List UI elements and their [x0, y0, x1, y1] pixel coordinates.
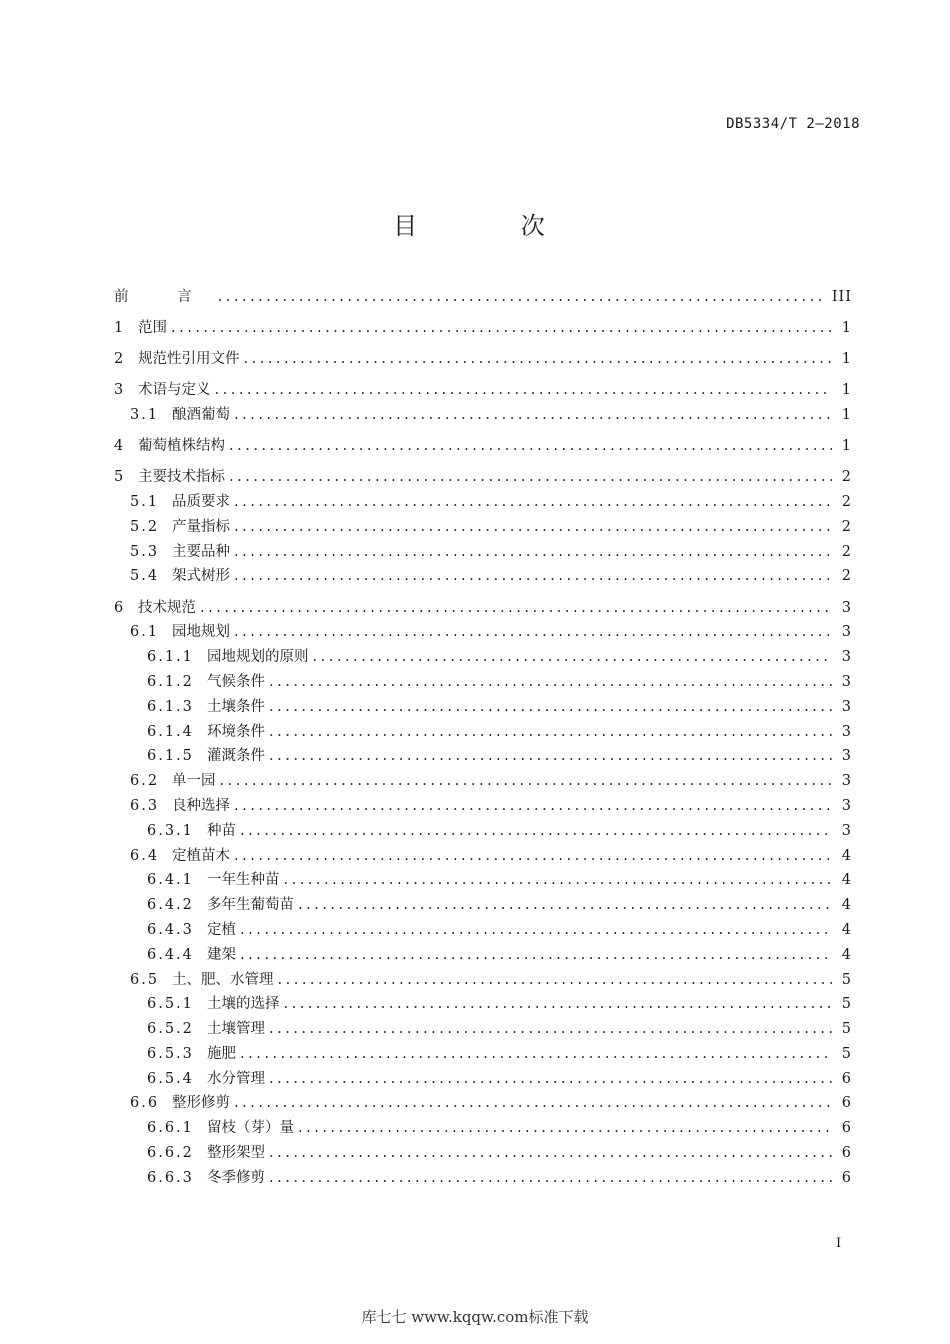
toc-entry-label: 土壤条件 [207, 698, 265, 715]
toc-entry-label: 整形修剪 [172, 1095, 230, 1112]
toc-entry-number: 6.5.1 [147, 996, 194, 1013]
toc-entry-number: 6.1.5 [147, 748, 194, 765]
toc-entry-number: 5.3 [130, 543, 160, 560]
toc-entry-label: 土壤管理 [207, 1021, 265, 1038]
toc-entry-label: 产量指标 [172, 518, 230, 535]
toc-entry-page: 6 [841, 1095, 852, 1112]
toc-entry-number: 6.6.2 [147, 1145, 194, 1162]
toc-entry-label: 葡萄植株结构 [138, 438, 225, 455]
toc-entry-label: 单一园 [172, 773, 216, 790]
toc-leader-dots [240, 1042, 832, 1067]
page-title: 目 次 [393, 212, 593, 240]
toc-entry-number: 3.1 [130, 407, 160, 424]
toc-entry[interactable] [114, 918, 852, 943]
toc-entry-page: 6 [841, 1145, 852, 1162]
toc-leader-dots [244, 347, 833, 372]
toc-leader-dots [200, 596, 832, 621]
toc-entry[interactable] [114, 285, 852, 310]
toc-entry-number: 5 [114, 469, 126, 486]
toc-entry-page: 5 [841, 1045, 852, 1062]
toc-entry-page: 4 [841, 897, 852, 914]
toc-entry[interactable] [114, 316, 852, 341]
toc-entry-number: 4 [114, 438, 126, 455]
toc-leader-dots [298, 1116, 832, 1141]
toc-entry-label: 水分管理 [207, 1070, 265, 1087]
toc-entry-page: 2 [841, 543, 852, 560]
toc-entry-number: 6.4.1 [147, 872, 194, 889]
toc-entry-number: 5.1 [130, 494, 160, 511]
toc-entry-page: 1 [841, 382, 852, 399]
toc-entry-page: 6 [841, 1070, 852, 1087]
toc-entry-label: 品质要求 [172, 494, 230, 511]
toc-leader-dots [269, 720, 832, 745]
toc-entry[interactable] [114, 403, 852, 428]
toc-entry-label: 良种选择 [172, 797, 230, 814]
toc-entry-number: 6 [114, 599, 126, 616]
toc-entry-label: 园地规划 [172, 624, 230, 641]
toc-entry-label: 范围 [138, 320, 167, 337]
toc-entry-page: 3 [841, 698, 852, 715]
toc-entry-page: 2 [841, 494, 852, 511]
toc-entry-label: 土、肥、水管理 [172, 971, 274, 988]
toc-entry-label: 定植苗木 [172, 847, 230, 864]
toc-leader-dots [234, 564, 832, 589]
toc-entry[interactable] [114, 794, 852, 819]
toc-entry-label: 定植 [207, 921, 236, 938]
toc-entry-page: III [831, 289, 852, 305]
toc-entry-page: 5 [841, 996, 852, 1013]
toc-leader-dots [234, 844, 832, 869]
toc-entry[interactable] [114, 564, 852, 589]
toc-leader-dots [278, 968, 833, 993]
toc-entry-page: 4 [841, 946, 852, 963]
toc-entry[interactable] [114, 1017, 852, 1042]
toc-entry-label: 整形架型 [207, 1145, 265, 1162]
toc-entry-label: 冬季修剪 [207, 1169, 265, 1186]
toc-entry[interactable] [114, 744, 852, 769]
toc-entry[interactable] [114, 868, 852, 893]
toc-entry[interactable] [114, 490, 852, 515]
toc-entry-number: 5.2 [130, 518, 160, 535]
toc-entry-page: 3 [841, 797, 852, 814]
toc-entry-number: 5.4 [130, 568, 160, 585]
toc-entry-number: 6.4 [130, 847, 160, 864]
toc-entry-page: 6 [841, 1169, 852, 1186]
toc-leader-dots [234, 515, 832, 540]
toc-entry-number: 6.6.1 [147, 1120, 194, 1137]
toc-entry-label: 主要技术指标 [138, 469, 225, 486]
toc-entry-label: 主要品种 [172, 543, 230, 560]
toc-entry[interactable] [114, 844, 852, 869]
toc-entry-label: 前 言 [114, 289, 214, 305]
table-of-contents [114, 285, 852, 1191]
toc-leader-dots [269, 695, 832, 720]
toc-entry[interactable] [114, 620, 852, 645]
toc-leader-dots [284, 868, 833, 893]
toc-entry-number: 6.1 [130, 624, 160, 641]
toc-leader-dots [220, 769, 833, 794]
toc-leader-dots [234, 620, 832, 645]
toc-entry-page: 3 [841, 673, 852, 690]
toc-entry-page: 1 [841, 407, 852, 424]
toc-entry-number: 6.2 [130, 773, 160, 790]
toc-entry[interactable] [114, 465, 852, 490]
toc-entry-page: 4 [841, 921, 852, 938]
toc-leader-dots [240, 943, 832, 968]
toc-entry[interactable] [114, 819, 852, 844]
toc-entry-page: 2 [841, 568, 852, 585]
toc-entry-label: 种苗 [207, 822, 236, 839]
toc-entry-label: 灌溉条件 [207, 748, 265, 765]
toc-entry-page: 2 [841, 469, 852, 486]
toc-entry[interactable] [114, 515, 852, 540]
toc-entry-page: 3 [841, 599, 852, 616]
toc-leader-dots [234, 794, 832, 819]
toc-entry-page: 1 [841, 351, 852, 368]
toc-entry-page: 2 [841, 518, 852, 535]
toc-leader-dots [298, 893, 832, 918]
toc-entry-label: 一年生种苗 [207, 872, 280, 889]
toc-leader-dots [234, 490, 832, 515]
toc-leader-dots [215, 378, 833, 403]
toc-entry-number: 6.6 [130, 1095, 160, 1112]
toc-entry-label: 酿酒葡萄 [172, 407, 230, 424]
toc-entry[interactable] [114, 695, 852, 720]
toc-entry-page: 3 [841, 624, 852, 641]
toc-entry-number: 2 [114, 351, 126, 368]
toc-entry-label: 气候条件 [207, 673, 265, 690]
toc-leader-dots [269, 670, 832, 695]
toc-entry[interactable] [114, 347, 852, 372]
toc-entry[interactable] [114, 378, 852, 403]
toc-entry-page: 4 [841, 872, 852, 889]
toc-entry-number: 6.3.1 [147, 822, 194, 839]
toc-entry-number: 6.1.3 [147, 698, 194, 715]
toc-entry[interactable] [114, 1141, 852, 1166]
toc-entry-number: 6.5.4 [147, 1070, 194, 1087]
toc-entry[interactable] [114, 1091, 852, 1116]
toc-entry-page: 1 [841, 320, 852, 337]
toc-entry-page: 3 [841, 723, 852, 740]
toc-entry-number: 3 [114, 382, 126, 399]
toc-entry[interactable] [114, 769, 852, 794]
toc-entry[interactable] [114, 968, 852, 993]
toc-leader-dots [269, 1067, 832, 1092]
toc-entry-label: 架式树形 [172, 568, 230, 585]
toc-entry[interactable] [114, 645, 852, 670]
toc-leader-dots [240, 918, 832, 943]
toc-entry-number: 6.4.4 [147, 946, 194, 963]
toc-leader-dots [229, 465, 832, 490]
toc-entry-label: 规范性引用文件 [138, 351, 240, 368]
toc-entry[interactable] [114, 893, 852, 918]
toc-entry-page: 5 [841, 971, 852, 988]
toc-entry-page: 1 [841, 438, 852, 455]
toc-leader-dots [284, 992, 833, 1017]
document-code: DB5334/T 2—2018 [726, 116, 860, 132]
footer-watermark-text: 库七七 www.kqqw.com标准下载 [361, 1308, 589, 1326]
toc-entry-label: 环境条件 [207, 723, 265, 740]
toc-entry[interactable] [114, 1166, 852, 1191]
toc-entry-page: 3 [841, 822, 852, 839]
toc-entry[interactable] [114, 1042, 852, 1067]
toc-entry-page: 3 [841, 748, 852, 765]
toc-entry-label: 园地规划的原则 [207, 649, 309, 666]
toc-entry[interactable] [114, 943, 852, 968]
toc-entry-number: 6.1.1 [147, 649, 194, 666]
toc-entry-label: 技术规范 [138, 599, 196, 616]
toc-leader-dots [269, 1017, 832, 1042]
toc-entry-number: 6.4.3 [147, 921, 194, 938]
toc-entry-number: 6.5.3 [147, 1045, 194, 1062]
toc-leader-dots [171, 316, 832, 341]
toc-entry-number: 6.6.3 [147, 1169, 194, 1186]
toc-entry[interactable] [114, 992, 852, 1017]
toc-entry-page: 3 [841, 649, 852, 666]
toc-entry-page: 5 [841, 1021, 852, 1038]
toc-leader-dots [240, 819, 832, 844]
toc-entry-label: 多年生葡萄苗 [207, 897, 294, 914]
toc-entry[interactable] [114, 596, 852, 621]
toc-entry-number: 6.1.4 [147, 723, 194, 740]
toc-entry-number: 6.3 [130, 797, 160, 814]
toc-entry-number: 1 [114, 320, 126, 337]
toc-entry-page: 6 [841, 1120, 852, 1137]
toc-entry[interactable] [114, 670, 852, 695]
toc-entry-label: 留枝（芽）量 [207, 1120, 294, 1137]
toc-entry-label: 施肥 [207, 1045, 236, 1062]
toc-entry-number: 6.1.2 [147, 673, 194, 690]
toc-leader-dots [234, 540, 832, 565]
toc-entry-number: 6.4.2 [147, 897, 194, 914]
toc-entry-label: 术语与定义 [138, 382, 211, 399]
toc-leader-dots [313, 645, 833, 670]
toc-entry[interactable] [114, 1116, 852, 1141]
toc-leader-dots [218, 285, 824, 310]
toc-entry[interactable] [114, 540, 852, 565]
toc-entry-number: 6.5 [130, 971, 160, 988]
toc-leader-dots [269, 744, 832, 769]
page-number: I [836, 1236, 842, 1251]
toc-entry-label: 土壤的选择 [207, 996, 280, 1013]
toc-entry[interactable] [114, 720, 852, 745]
toc-leader-dots [229, 434, 832, 459]
toc-leader-dots [234, 1091, 832, 1116]
toc-entry-number: 6.5.2 [147, 1021, 194, 1038]
toc-entry-label: 建架 [207, 946, 236, 963]
toc-leader-dots [269, 1166, 832, 1191]
toc-leader-dots [269, 1141, 832, 1166]
toc-entry-page: 4 [841, 847, 852, 864]
toc-entry[interactable] [114, 434, 852, 459]
toc-leader-dots [234, 403, 832, 428]
toc-entry-page: 3 [841, 773, 852, 790]
toc-entry[interactable] [114, 1067, 852, 1092]
